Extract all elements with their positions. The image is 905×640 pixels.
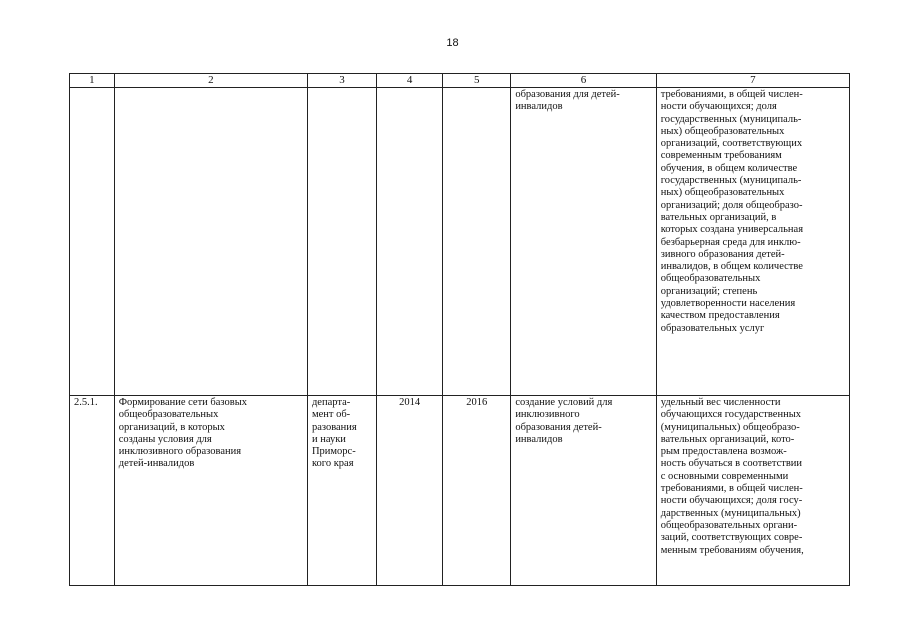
text-line: инвалидов, в общем количестве <box>660 261 803 273</box>
column-header: 6 <box>511 74 656 88</box>
text-line: созданы условия для <box>118 433 212 445</box>
text-line: инклюзивного <box>515 409 580 421</box>
text-line: вательных организаций, в <box>660 211 777 223</box>
text-line: удовлетворенности населения <box>660 298 796 310</box>
column-header: 4 <box>377 74 443 88</box>
text-line: общеобразовательных <box>118 409 219 421</box>
text-line: инклюзивного образования <box>118 446 242 458</box>
table-row <box>70 396 850 586</box>
text-line: ных) общеобразовательных <box>660 125 785 137</box>
text-line: зивного образования детей- <box>660 248 785 260</box>
text-line: безбарьерная среда для инклю- <box>660 236 801 248</box>
page-number: 18 <box>446 37 459 49</box>
measure-name-cell <box>114 88 307 396</box>
text-line: ность обучаться в соответствии <box>660 458 803 470</box>
text-line: государственных (муниципаль- <box>660 113 802 125</box>
text-line: создание условий для <box>515 397 613 408</box>
text-line: инвалидов <box>515 101 563 113</box>
text-line: дарственных (муниципальных) <box>660 507 801 519</box>
text-line: обучения, в общем количестве <box>660 162 798 174</box>
text-line: удельный вес численности <box>660 397 781 408</box>
text-line: требованиями, в общей числен- <box>660 483 803 495</box>
indicators-cell <box>656 396 849 586</box>
text-line: вательных организаций, кото- <box>660 433 795 445</box>
text-line: и науки <box>311 433 346 445</box>
text-line: общеобразовательных <box>660 273 761 285</box>
end-year-cell: 2016 <box>443 396 511 586</box>
expected-result-cell <box>511 396 656 586</box>
item-number-cell <box>70 88 115 396</box>
executor-cell <box>307 88 376 396</box>
item-number-cell: 2.5.1. <box>70 396 115 586</box>
text-line: образования для детей- <box>515 89 620 100</box>
end-year-cell <box>443 88 511 396</box>
text-line: кого края <box>311 458 354 470</box>
text-line: инвалидов <box>515 433 563 445</box>
start-year-cell: 2014 <box>377 396 443 586</box>
column-header: 2 <box>114 74 307 88</box>
text-line: государственных (муниципаль- <box>660 175 802 187</box>
start-year-cell <box>377 88 443 396</box>
text-line: департа- <box>311 397 351 408</box>
measure-name-cell <box>114 396 307 586</box>
column-header: 5 <box>443 74 511 88</box>
text-line: (муниципальных) общеобразо- <box>660 421 800 433</box>
column-header: 1 <box>70 74 115 88</box>
text-line: организаций, в которых <box>118 421 225 433</box>
indicators-cell <box>656 88 849 396</box>
text-line: образовательных услуг <box>660 322 765 334</box>
text-line: Приморс- <box>311 446 356 458</box>
program-table <box>69 73 850 586</box>
column-header: 7 <box>656 74 849 88</box>
expected-result-cell <box>511 88 656 396</box>
text-line: ных) общеобразовательных <box>660 187 785 199</box>
text-line: требованиями, в общей числен- <box>660 89 803 100</box>
text-line: организаций; степень <box>660 285 758 297</box>
text-line: Формирование сети базовых <box>118 397 248 408</box>
text-line: разования <box>311 421 357 433</box>
text-line: качеством предоставления <box>660 310 780 322</box>
text-line: общеобразовательных органи- <box>660 519 798 531</box>
text-line: организаций, соответствующих <box>660 138 803 150</box>
text-line: менным требованиям обучения, <box>660 544 804 556</box>
text-line: образования детей- <box>515 421 602 433</box>
text-line: обучающихся государственных <box>660 409 801 421</box>
text-line: заций, соответствующих совре- <box>660 532 803 544</box>
text-line: детей-инвалидов <box>118 458 195 470</box>
text-line: с основными современными <box>660 470 789 482</box>
text-line: которых создана универсальная <box>660 224 804 236</box>
table-header-row <box>70 74 850 88</box>
text-line: организаций; доля общеобразо- <box>660 199 803 211</box>
table-row <box>70 88 850 396</box>
text-line: современным требованиям <box>660 150 782 162</box>
text-line: ности обучающихся; доля <box>660 101 777 113</box>
column-header: 3 <box>307 74 376 88</box>
text-line: мент об- <box>311 409 351 421</box>
executor-cell <box>307 396 376 586</box>
text-line: ности обучающихся; доля госу- <box>660 495 803 507</box>
text-line: рым предоставлена возмож- <box>660 446 787 458</box>
